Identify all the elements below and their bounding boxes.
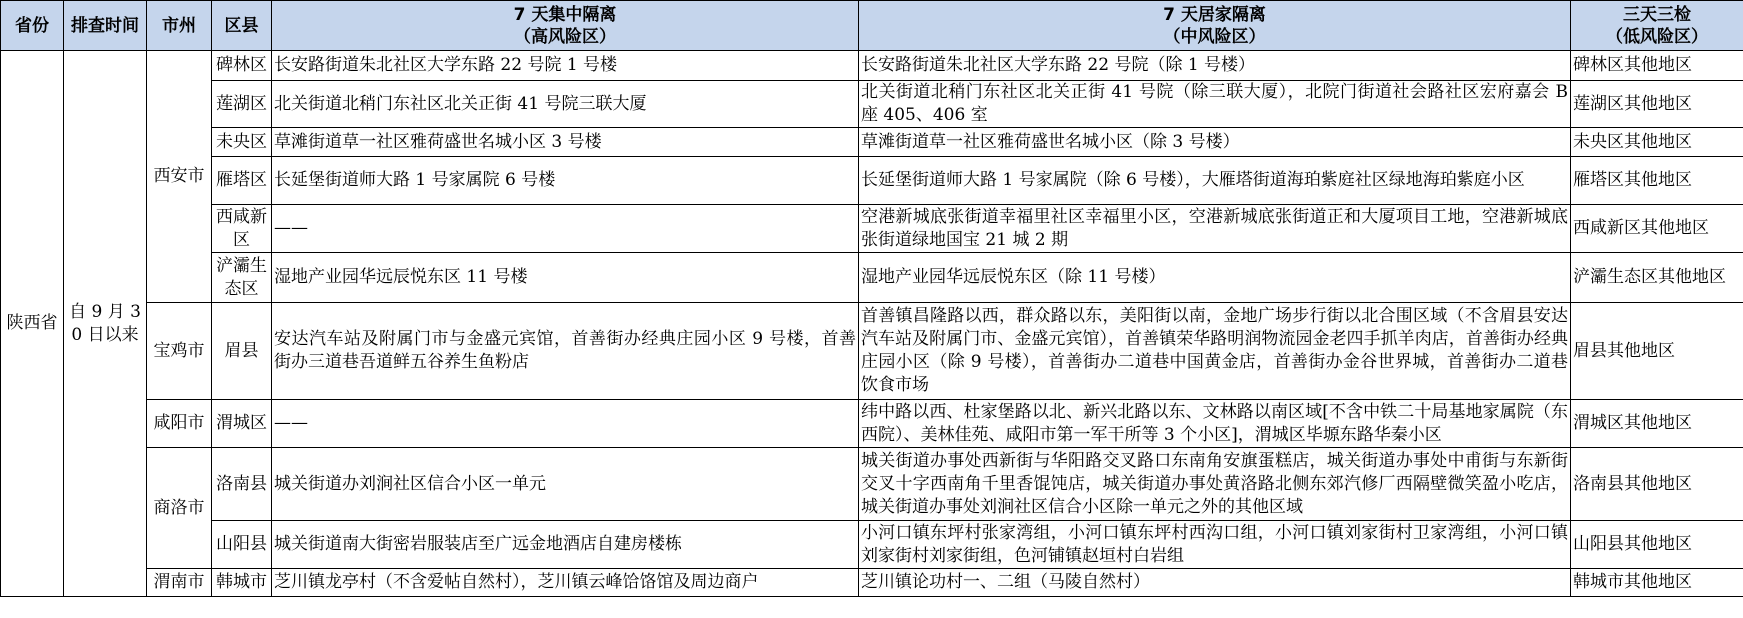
city-cell: 宝鸡市 bbox=[147, 303, 212, 400]
district-cell: 浐灞生态区 bbox=[212, 253, 272, 303]
header-high-title: 7 天集中隔离 bbox=[513, 4, 617, 25]
low-risk-cell: 莲湖区其他地区 bbox=[1571, 81, 1743, 128]
table-row bbox=[1, 253, 1743, 303]
high-risk-cell: 草滩街道草一社区雅荷盛世名城小区 3 号楼 bbox=[272, 128, 859, 157]
high-risk-cell: 城关街道办刘涧社区信合小区一单元 bbox=[272, 448, 859, 521]
mid-risk-cell: 北关街道北稍门东社区北关正街 41 号院（除三联大厦），北院门街道社会路社区宏府嘉会 B 座 405、406 室 bbox=[859, 81, 1571, 128]
low-risk-cell: 韩城市其他地区 bbox=[1571, 569, 1743, 597]
table-row bbox=[1, 303, 1743, 400]
table-row bbox=[1, 157, 1743, 205]
mid-risk-cell: 长安路街道朱北社区大学东路 22 号院（除 1 号楼） bbox=[859, 51, 1571, 81]
low-risk-cell: 未央区其他地区 bbox=[1571, 128, 1743, 157]
high-risk-cell: 长安路街道朱北社区大学东路 22 号院 1 号楼 bbox=[272, 51, 859, 81]
high-risk-cell: 湿地产业园华远辰悦东区 11 号楼 bbox=[272, 253, 859, 303]
mid-risk-cell: 小河口镇东坪村张家湾组，小河口镇东坪村西沟口组，小河口镇刘家街村卫家湾组，小河口镇刘家街村刘家街组，色河铺镇赵垣村白岩组 bbox=[859, 521, 1571, 569]
district-cell: 雁塔区 bbox=[212, 157, 272, 205]
header-city: 市州 bbox=[147, 1, 212, 51]
mid-risk-cell: 纬中路以西、杜家堡路以北、新兴北路以东、文林路以南区域[不含中铁二十局基地家属院（东西院）、美林佳苑、咸阳市第一军干所等 3 个小区]，渭城区毕塬东路华秦小区 bbox=[859, 400, 1571, 448]
district-cell: 洛南县 bbox=[212, 448, 272, 521]
mid-risk-cell: 芝川镇论功村一、二组（马陵自然村） bbox=[859, 569, 1571, 597]
header-high-risk bbox=[272, 1, 859, 51]
header-high-sub: （高风险区） bbox=[514, 26, 616, 47]
low-risk-cell: 眉县其他地区 bbox=[1571, 303, 1743, 400]
low-risk-cell: 渭城区其他地区 bbox=[1571, 400, 1743, 448]
high-risk-cell: —— bbox=[272, 400, 859, 448]
low-risk-cell: 西咸新区其他地区 bbox=[1571, 205, 1743, 253]
mid-risk-cell: 湿地产业园华远辰悦东区（除 11 号楼） bbox=[859, 253, 1571, 303]
district-cell: 韩城市 bbox=[212, 569, 272, 597]
header-mid-title: 7 天居家隔离 bbox=[1163, 4, 1266, 25]
table-row bbox=[1, 81, 1743, 128]
header-district: 区县 bbox=[212, 1, 272, 51]
mid-risk-cell: 草滩街道草一社区雅荷盛世名城小区（除 3 号楼） bbox=[859, 128, 1571, 157]
header-mid-sub: （中风险区） bbox=[1163, 26, 1266, 47]
table-row bbox=[1, 400, 1743, 448]
district-cell: 山阳县 bbox=[212, 521, 272, 569]
low-risk-cell: 雁塔区其他地区 bbox=[1571, 157, 1743, 205]
header-date: 排查时间 bbox=[64, 1, 147, 51]
table-row bbox=[1, 521, 1743, 569]
high-risk-cell: 芝川镇龙亭村（不含爱帖自然村），芝川镇云峰饸饹馆及周边商户 bbox=[272, 569, 859, 597]
mid-risk-cell: 空港新城底张街道幸福里社区幸福里小区，空港新城底张街道正和大厦项目工地，空港新城底张街道绿地国宝 21 城 2 期 bbox=[859, 205, 1571, 253]
city-cell: 西安市 bbox=[147, 51, 212, 303]
mid-risk-cell: 长延堡街道师大路 1 号家属院（除 6 号楼），大雁塔街道海珀紫庭社区绿地海珀紫庭小区 bbox=[859, 157, 1571, 205]
mid-risk-cell: 城关街道办事处西新街与华阳路交叉路口东南角安旗蛋糕店，城关街道办事处中甫街与东新街交叉十字西南角千里香馄饨店，城关街道办事处黄洛路北侧东郊汽修厂西隔壁微笑盈小吃店，城关街道办事处刘涧社区信合小区除一单元之外的其他区域 bbox=[859, 448, 1571, 521]
header-low-sub: （低风险区） bbox=[1606, 26, 1708, 47]
high-risk-cell: 北关街道北稍门东社区北关正街 41 号院三联大厦 bbox=[272, 81, 859, 128]
header-mid-risk bbox=[859, 1, 1571, 51]
district-cell: 渭城区 bbox=[212, 400, 272, 448]
province-cell: 陕西省 bbox=[1, 51, 64, 597]
table-row bbox=[1, 205, 1743, 253]
district-cell: 西咸新区 bbox=[212, 205, 272, 253]
mid-risk-cell: 首善镇昌隆路以西，群众路以东，美阳街以南，金地广场步行街以北合围区域（不含眉县安达汽车站及附属门市、金盛元宾馆），首善镇荣华路明润物流园金老四手抓羊肉店，首善街办经典庄园小区（除 9 号楼），首善街办二道巷中国黄金店，首善街办金谷世界城，首善街办二道巷饮食市场 bbox=[859, 303, 1571, 400]
city-cell: 咸阳市 bbox=[147, 400, 212, 448]
header-low-risk bbox=[1571, 1, 1743, 51]
district-cell: 莲湖区 bbox=[212, 81, 272, 128]
city-cell: 渭南市 bbox=[147, 569, 212, 597]
high-risk-cell: 安达汽车站及附属门市与金盛元宾馆，首善街办经典庄园小区 9 号楼，首善街办三道巷吾道鲜五谷养生鱼粉店 bbox=[272, 303, 859, 400]
high-risk-cell: 长延堡街道师大路 1 号家属院 6 号楼 bbox=[272, 157, 859, 205]
low-risk-cell: 洛南县其他地区 bbox=[1571, 448, 1743, 521]
high-risk-cell: —— bbox=[272, 205, 859, 253]
header-row bbox=[1, 1, 1743, 51]
date-cell: 自 9 月 30 日以来 bbox=[64, 51, 147, 597]
header-province: 省份 bbox=[1, 1, 64, 51]
district-cell: 碑林区 bbox=[212, 51, 272, 81]
district-cell: 未央区 bbox=[212, 128, 272, 157]
low-risk-cell: 碑林区其他地区 bbox=[1571, 51, 1743, 81]
header-low-title: 三天三检 bbox=[1623, 4, 1691, 25]
table-row bbox=[1, 51, 1743, 81]
district-cell: 眉县 bbox=[212, 303, 272, 400]
high-risk-cell: 城关街道南大街密岩服装店至广远金地酒店自建房楼栋 bbox=[272, 521, 859, 569]
low-risk-cell: 浐灞生态区其他地区 bbox=[1571, 253, 1743, 303]
table-row bbox=[1, 128, 1743, 157]
low-risk-cell: 山阳县其他地区 bbox=[1571, 521, 1743, 569]
city-cell: 商洛市 bbox=[147, 448, 212, 569]
table-row bbox=[1, 448, 1743, 521]
table-row bbox=[1, 569, 1743, 597]
